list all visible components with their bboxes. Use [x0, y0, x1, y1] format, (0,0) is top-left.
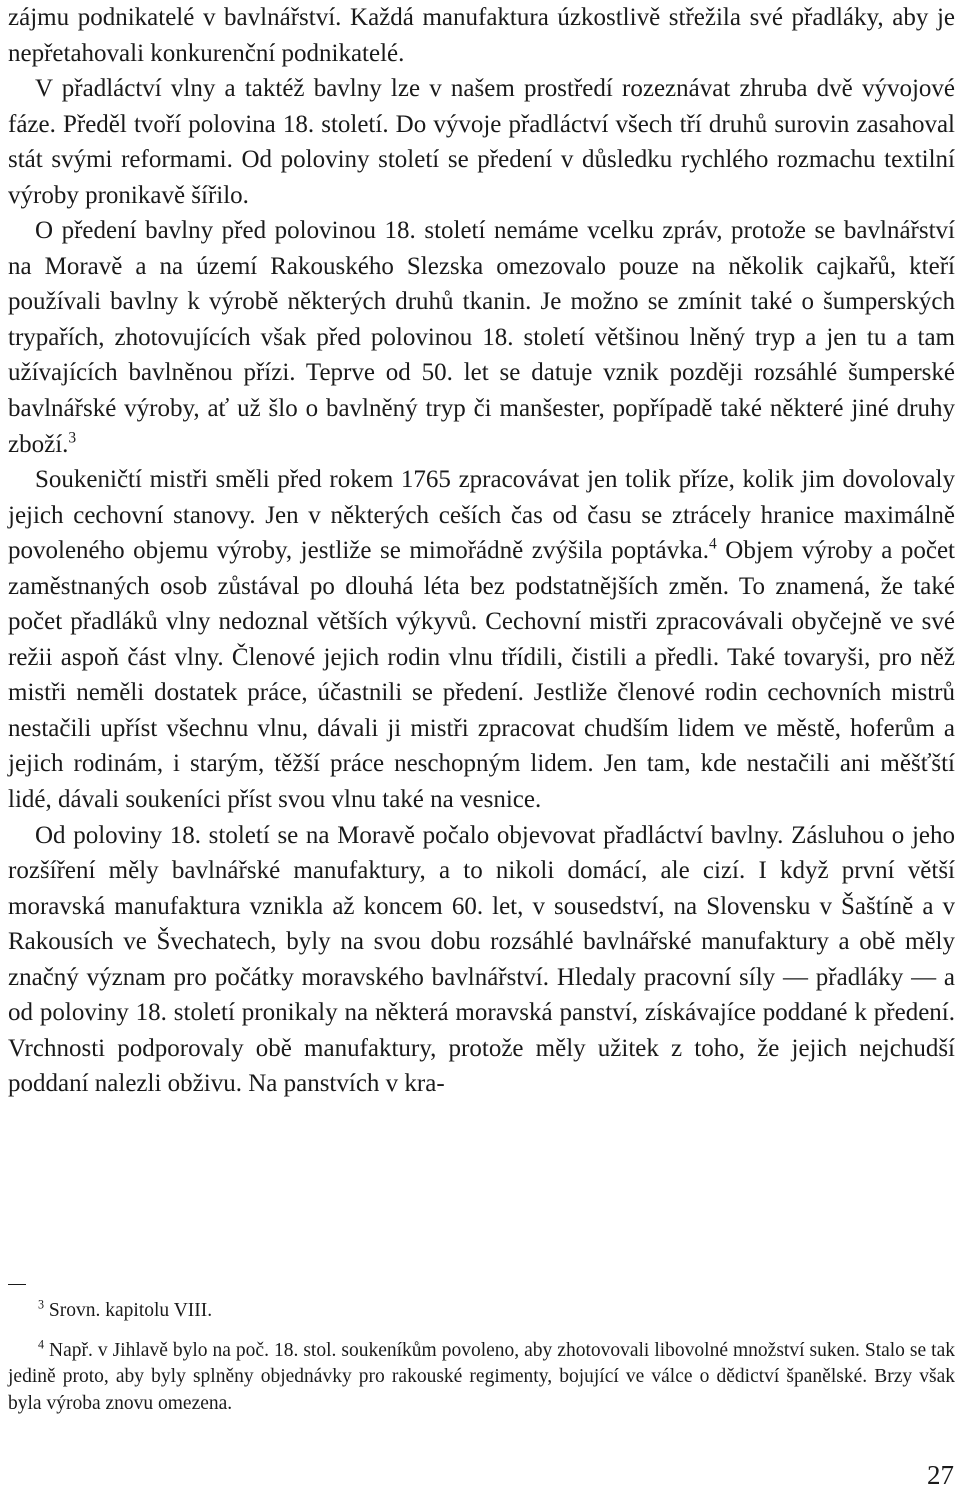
footnote-mark-3: 3: [38, 1297, 45, 1312]
footnote-4-text: Např. v Jihlavě bylo na poč. 18. stol. soukeníkům povoleno, aby zhotovovali libovolné množství suken. Stalo se tak jedině proto, aby byly splněny objednávky pro rakouské regimenty, bojující ve válce o dědictví španělské. Brzy však byla výroba znovu omezena.: [8, 1339, 955, 1414]
paragraph-5: [8, 818, 955, 1102]
paragraph-5-text: Od poloviny 18. století se na Moravě počalo objevovat přadláctví bavlny. Zásluhou o jeho rozšíření měly bavlnářské manufaktury, a to nikoli domácí, ale cizí. I když první větší moravská manufaktura vznikla až koncem 60. let, v sousedství, na Slovensku v Šaštíně a v Rakousích ve Švechatech, byly na svou dobu rozsáhlé bavlnářské manufaktury a obě měly značný význam pro počátky moravského bavlnářství. Hledaly pracovní síly — přadláky — a od poloviny 18. století pronikaly na některá moravská panství, získávajíce poddané k předení. Vrchnosti podporovaly obě manufaktury, protože měly užitek z toho, že jejich nejchudší poddaní nalezli obživu. Na panstvích v kra-: [8, 821, 955, 1098]
footnote-3-text: Srovn. kapitolu VIII.: [44, 1300, 213, 1321]
paragraph-4: [8, 462, 955, 817]
paragraph-1: [8, 0, 955, 71]
paragraph-2-text: V přadláctví vlny a taktéž bavlny lze v našem prostředí rozeznávat zhruba dvě vývojové fáze. Předěl tvoří polovina 18. století. Do vývoje přadláctví všech tří druhů surovin zasahoval stát svými reformami. Od poloviny století se předení v důsledku rychlého rozmachu textilní výroby pronikavě šířilo.: [8, 75, 955, 209]
footnote-3: [8, 1298, 955, 1325]
paragraph-1-text: zájmu podnikatelé v bavlnářství. Každá manufaktura úzkostlivě střežila své přadláky, aby je nepřetahovali konkurenční podnikatelé.: [8, 4, 955, 67]
paragraph-2: [8, 71, 955, 213]
footnote-4: [8, 1338, 955, 1418]
paragraph-3-text: O předení bavlny před polovinou 18. století nemáme vcelku zpráv, protože se bavlnářství na Moravě a na území Rakouského Slezska omezovalo pouze na několik cajkařů, kteří používali bavlny k výrobě některých druhů tkanin. Je možno se zmínit také o šumperských trypařích, zhotovujících však před polovinou 18. století většinou lněný tryp a jen tu a tam užívajících bavlněnou přízi. Teprve od 50. let se datuje vznik později rozsáhlé šumperské bavlnářské výroby, ať už šlo o bavlněný tryp či manšester, popřípadě také některé jiné druhy zboží.: [8, 217, 955, 458]
page-number: 27: [927, 1460, 954, 1490]
footnotes: [8, 1298, 955, 1417]
paragraph-3: [8, 213, 955, 462]
footnote-ref-4[interactable]: 4: [709, 535, 717, 553]
page-content: [8, 0, 955, 1102]
paragraph-4-text-before: Soukeničtí mistři směli před rokem 1765 zpracovávat jen tolik příze, kolik jim dovolovaly jejich cechovní stanovy. Jen v některých ceších čas od času se ztrácely hranice maximálně povoleného objemu výroby, jestliže se mimořádně zvýšila poptávka.: [8, 466, 955, 565]
paragraph-4-text-after: Objem výroby a počet zaměstnaných osob zůstával po dlouhá léta bez podstatnějších změn. To znamená, že také počet přadláků vlny nedoznal větších výkyvů. Cechovní mistři zpracovávali obyčejně ve své režii aspoň část vlny. Členové jejich rodin vlnu třídili, čistili a předli. Také tovaryši, pro něž mistři neměli dostatek práce, účastnili se předení. Jestliže členové rodin cechovních mistrů nestačili upříst všechnu vlnu, dávali ji mistři zpracovat chudším lidem ve městě, hoferům a jejich rodinám, i starým, těžší práce neschopným lidem. Jen tam, kde nestačili ani měšťští lidé, dávali soukeníci příst svou vlnu také na vesnice.: [8, 537, 955, 814]
body-text: [8, 0, 955, 1102]
footnote-mark-4: 4: [38, 1337, 45, 1351]
footnote-divider: [8, 1284, 26, 1285]
footnote-ref-3[interactable]: 3: [68, 429, 77, 447]
